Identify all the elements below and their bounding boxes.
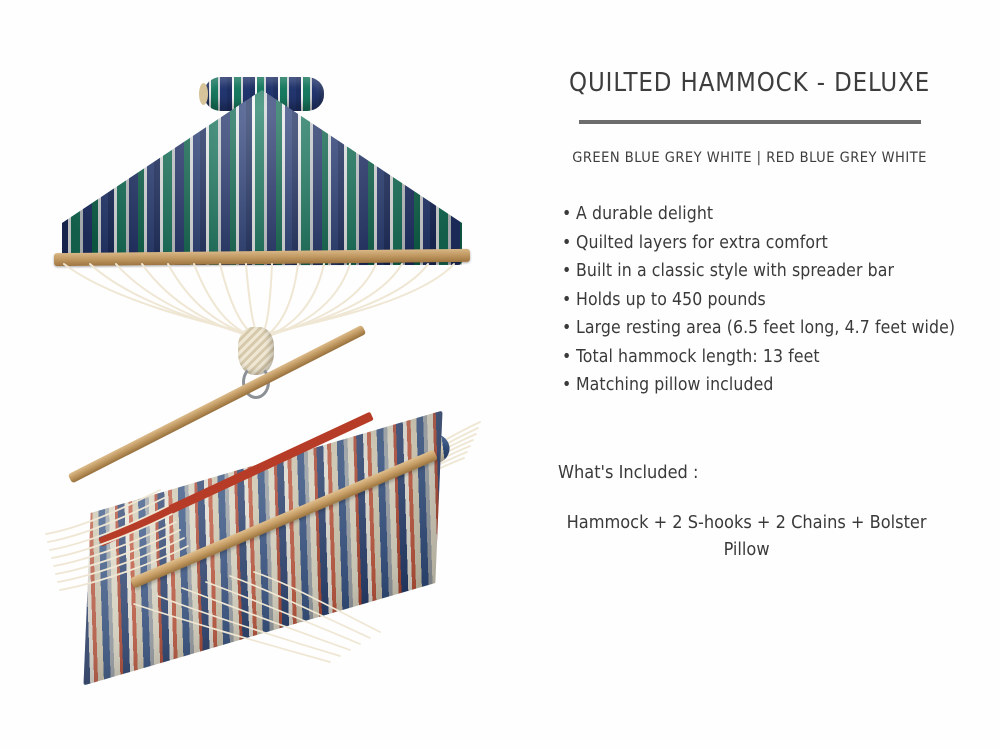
hammock-image-red-blue — [40, 420, 490, 680]
product-details-column — [530, 0, 1000, 750]
list-item: • Total hammock length: 13 feet — [562, 343, 955, 372]
hammock-bed-top — [62, 90, 462, 265]
page-title: QUILTED HAMMOCK - DELUXE — [569, 68, 931, 98]
list-item: • Built in a classic style with spreader bar — [562, 257, 955, 286]
list-item: • Matching pillow included — [562, 371, 955, 400]
whats-included-contents: Hammock + 2 S-hooks + 2 Chains + Bolster Pillow — [566, 511, 927, 560]
list-item: • A durable delight — [562, 200, 955, 229]
list-item: • Large resting area (6.5 feet long, 4.7 feet wide) — [562, 314, 955, 343]
rope-fan-bottom-front — [130, 570, 460, 680]
color-options-label: GREEN BLUE GREY WHITE | RED BLUE GREY WHITE — [572, 150, 927, 166]
feature-list — [562, 200, 955, 400]
whats-included-label: What's Included : — [558, 461, 699, 483]
hammock-image-green-blue — [52, 55, 472, 375]
list-item: • Quilted layers for extra comfort — [562, 229, 955, 258]
list-item: • Holds up to 450 pounds — [562, 286, 955, 315]
hammock-stripes-top — [62, 90, 462, 265]
title-divider — [579, 120, 921, 124]
